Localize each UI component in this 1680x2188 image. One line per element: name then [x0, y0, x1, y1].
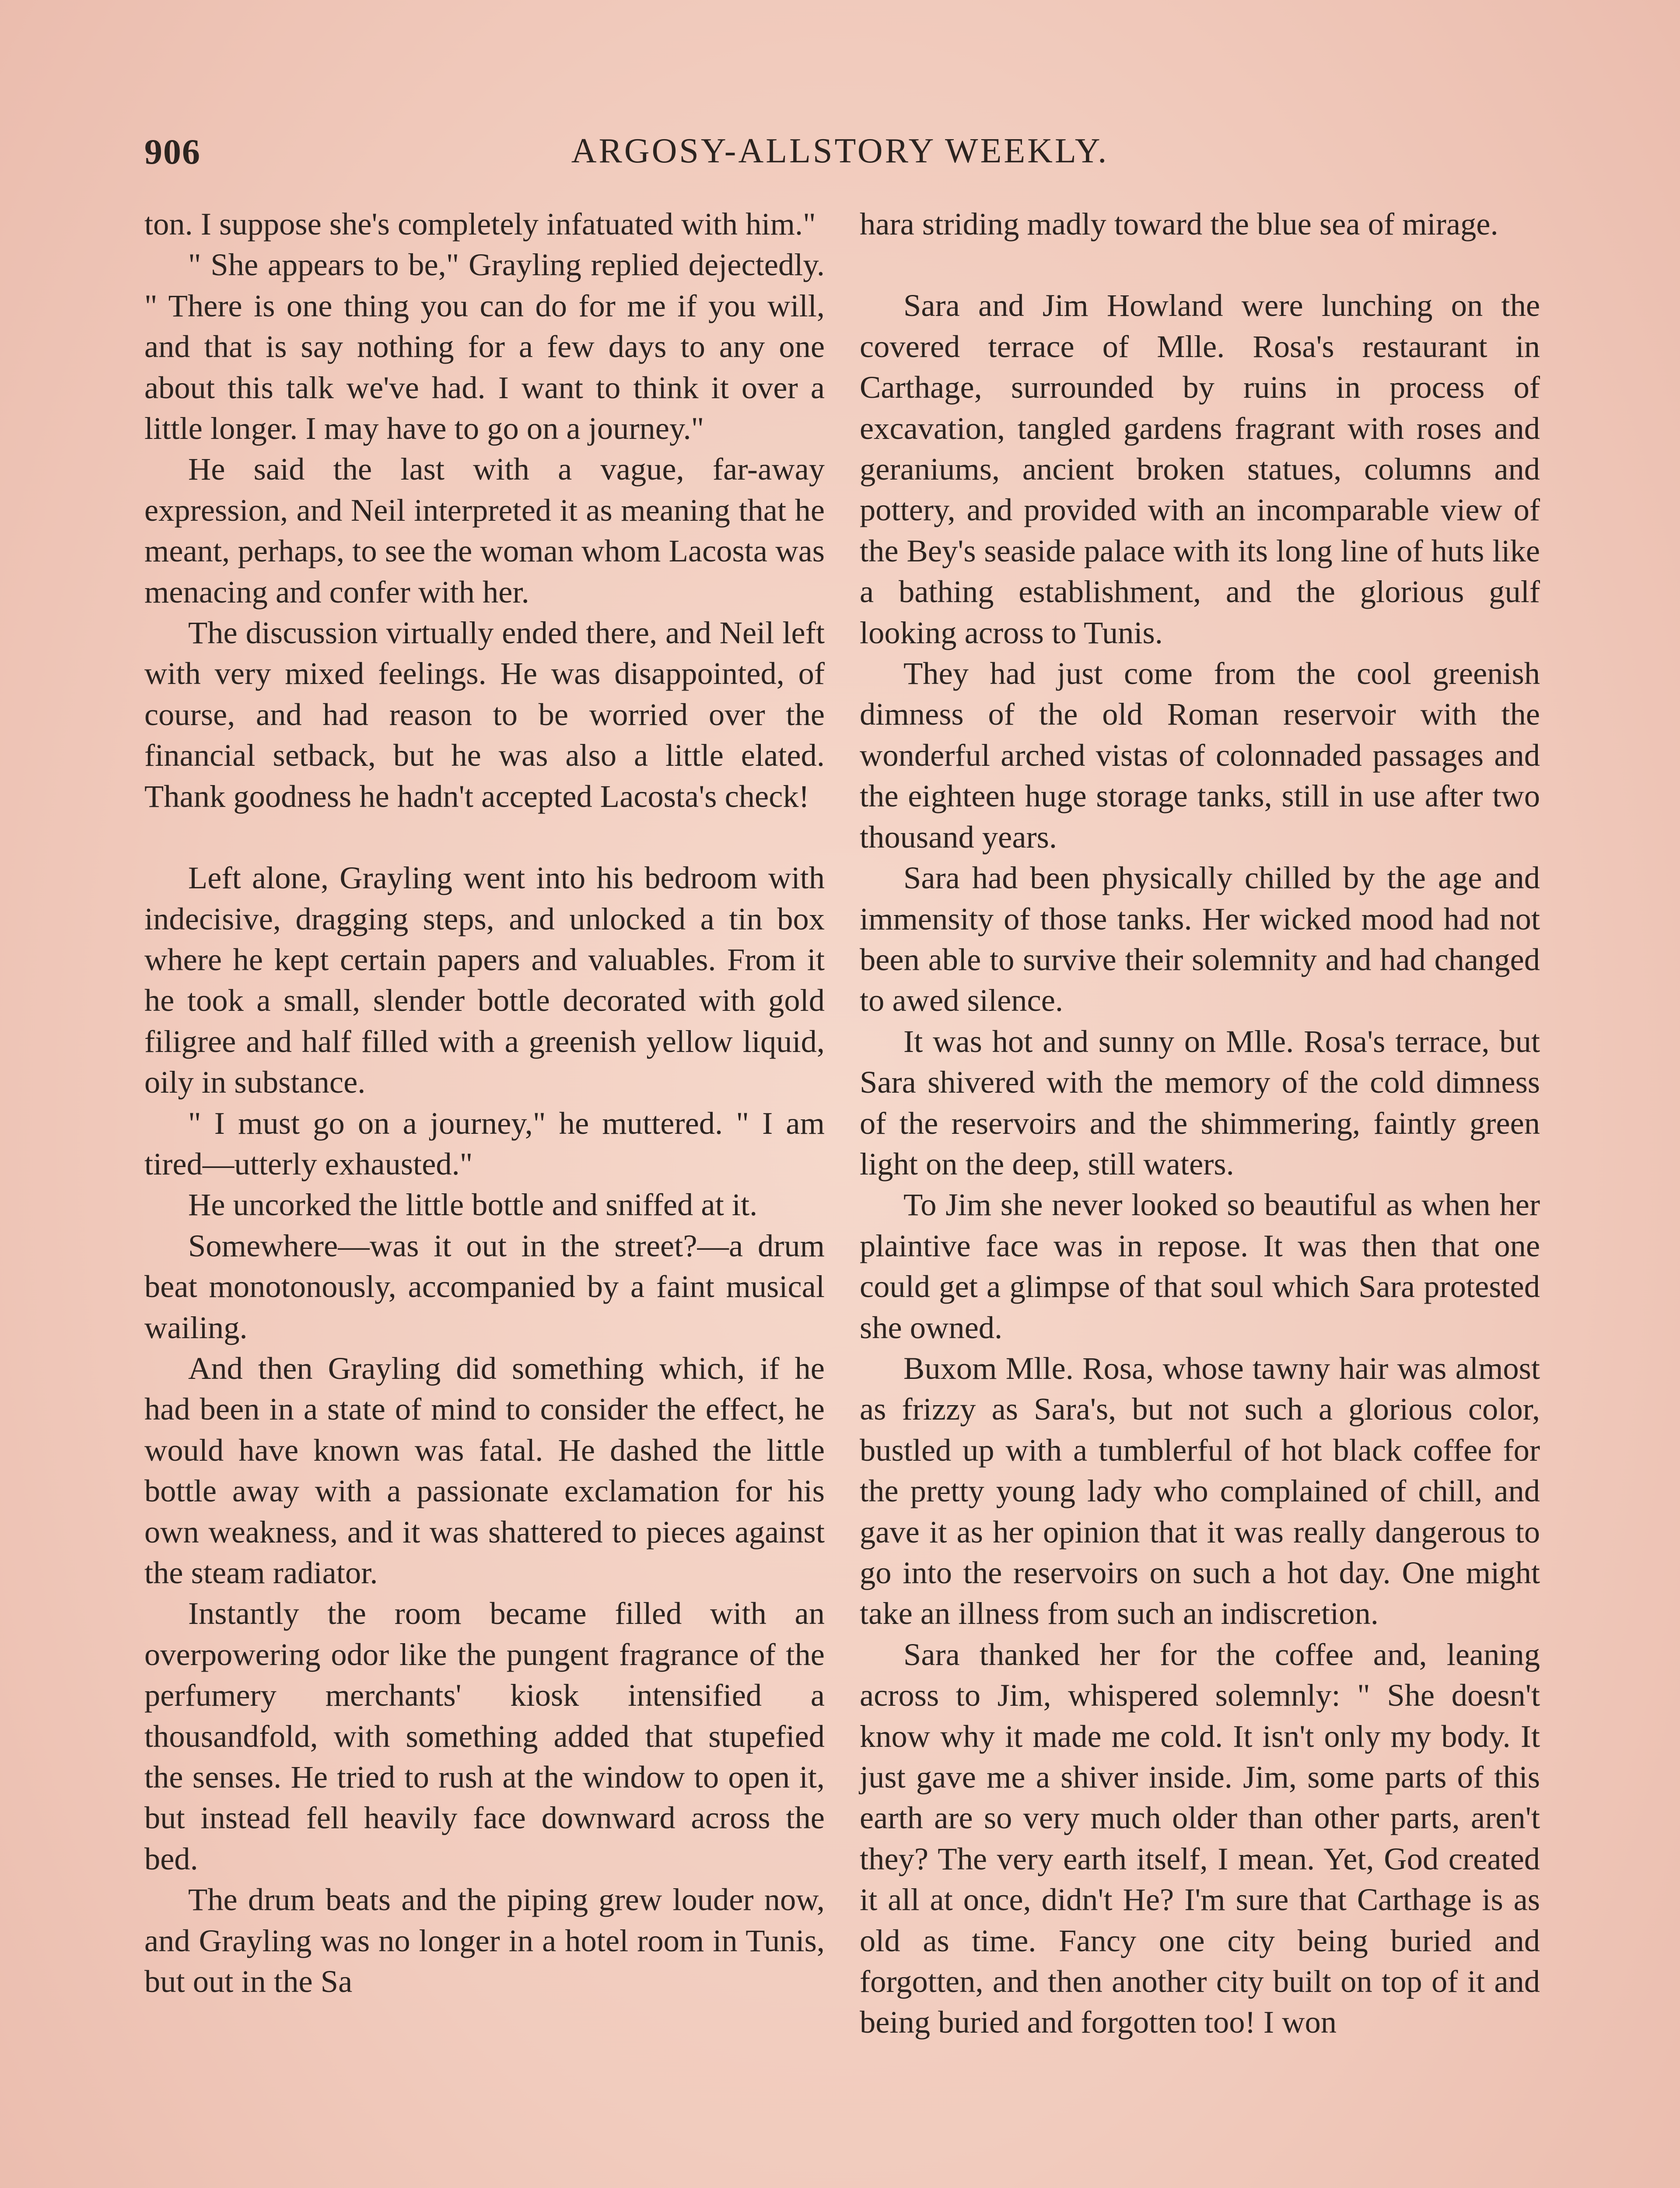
page-header	[144, 131, 1536, 179]
paragraph: It was hot and sunny on Mlle. Rosa's terrace, but Sara shivered with the memory of the cold dimness of the reservoirs and the shimmering, faintly green light on the deep, still waters.	[860, 1023, 1540, 1182]
paragraph: hara striding madly toward the blue sea of mirage.	[860, 206, 1498, 242]
paragraph: " She appears to be," Grayling replied dejectedly. " There is one thing you can do for me if you will, and that is say nothing for a few days to any one about this talk we've had. I want to think it over a little longer. I may have to go on a journey."	[144, 247, 825, 446]
paragraph: Sara and Jim Howland were lunching on the covered terrace of Mlle. Rosa's restaurant in Carthage, surrounded by ruins in process of excavation, tangled gardens fragrant with roses and geraniums, ancient broken statues, columns and pottery, and provided with an incomparable view of the Bey's seaside palace with its long line of huts like a bathing establishment, and the glorious gulf looking across to Tunis.	[860, 288, 1540, 650]
paragraph: Buxom Mlle. Rosa, whose tawny hair was almost as frizzy as Sara's, but not such a glorious color, bustled up with a tumblerful of hot black coffee for the pretty young lady who complained of chill, and gave it as her opinion that it was really dangerous to go into the reservoirs on such a hot day. One might take an illness from such an indiscretion.	[860, 1350, 1540, 1631]
running-head: ARGOSY-ALLSTORY WEEKLY.	[571, 132, 1109, 170]
paragraph: They had just come from the cool greenish dimness of the old Roman reservoir with the wonderful arched vistas of colonnaded passages and the eighteen huge storage tanks, still in use after two thousand years.	[860, 656, 1540, 855]
page-number: 906	[144, 132, 201, 172]
paragraph: The drum beats and the piping grew louder now, and Grayling was no longer in a hotel room in Tunis, but out in the Sa	[144, 1882, 825, 1999]
paragraph: Sara thanked her for the coffee and, leaning across to Jim, whispered solemnly: " She doesn't know why it made me cold. It isn't only my body. It just gave me a shiver inside. Jim, some parts of this earth are so very much older than other parts, aren't they? The very earth itself, I mean. Yet, God created it all at once, didn't He? I'm sure that Carthage is as old as time. Fancy one city being buried and forgotten, and then another city built on top of it and being buried and forgotten too! I won	[860, 1636, 1540, 2040]
paragraph: Sara had been physically chilled by the age and immensity of those tanks. Her wicked mood had not been able to survive their solemnity and had changed to awed silence.	[860, 860, 1540, 1018]
paragraph: The discussion virtually ended there, and Neil left with very mixed feelings. He was disappointed, of course, and had reason to be worried over the financial setback, but he was also a little elated. Thank goodness he hadn't accepted Lacosta's check!	[144, 615, 825, 814]
paragraph: Somewhere—was it out in the street?—a drum beat monotonously, accompanied by a faint musical wailing.	[144, 1227, 825, 1345]
left-column	[144, 203, 825, 2002]
right-column	[860, 203, 1540, 2043]
paragraph: To Jim she never looked so beautiful as when her plaintive face was in repose. It was then that one could get a glimpse of that soul which Sara protested she owned.	[860, 1187, 1540, 1345]
paragraph: " I must go on a journey," he muttered. " I am tired—utterly exhausted."	[144, 1105, 825, 1182]
paragraph: Instantly the room became filled with an overpowering odor like the pungent fragrance of the perfumery merchants' kiosk intensified a thousandfold, with something added that stupefied the senses. He tried to rush at the window to open it, but instead fell heavily face downward across the bed.	[144, 1595, 825, 1876]
paragraph: ton. I suppose she's completely infatuated with him."	[144, 206, 816, 242]
paragraph: He said the last with a vague, far-away expression, and Neil interpreted it as meaning that he meant, perhaps, to see the woman whom Lacosta was menacing and confer with her.	[144, 451, 825, 610]
paragraph: Left alone, Grayling went into his bedroom with indecisive, dragging steps, and unlocked a tin box where he kept certain papers and valuables. From it he took a small, slender bottle decorated with gold filigree and half filled with a greenish yellow liquid, oily in substance.	[144, 860, 825, 1100]
paragraph: And then Grayling did something which, if he had been in a state of mind to consider the effect, he would have known was fatal. He dashed the little bottle away with a passionate exclamation for his own weakness, and it was shattered to pieces against the steam radiator.	[144, 1350, 825, 1590]
paragraph: He uncorked the little bottle and sniffed at it.	[188, 1187, 758, 1223]
